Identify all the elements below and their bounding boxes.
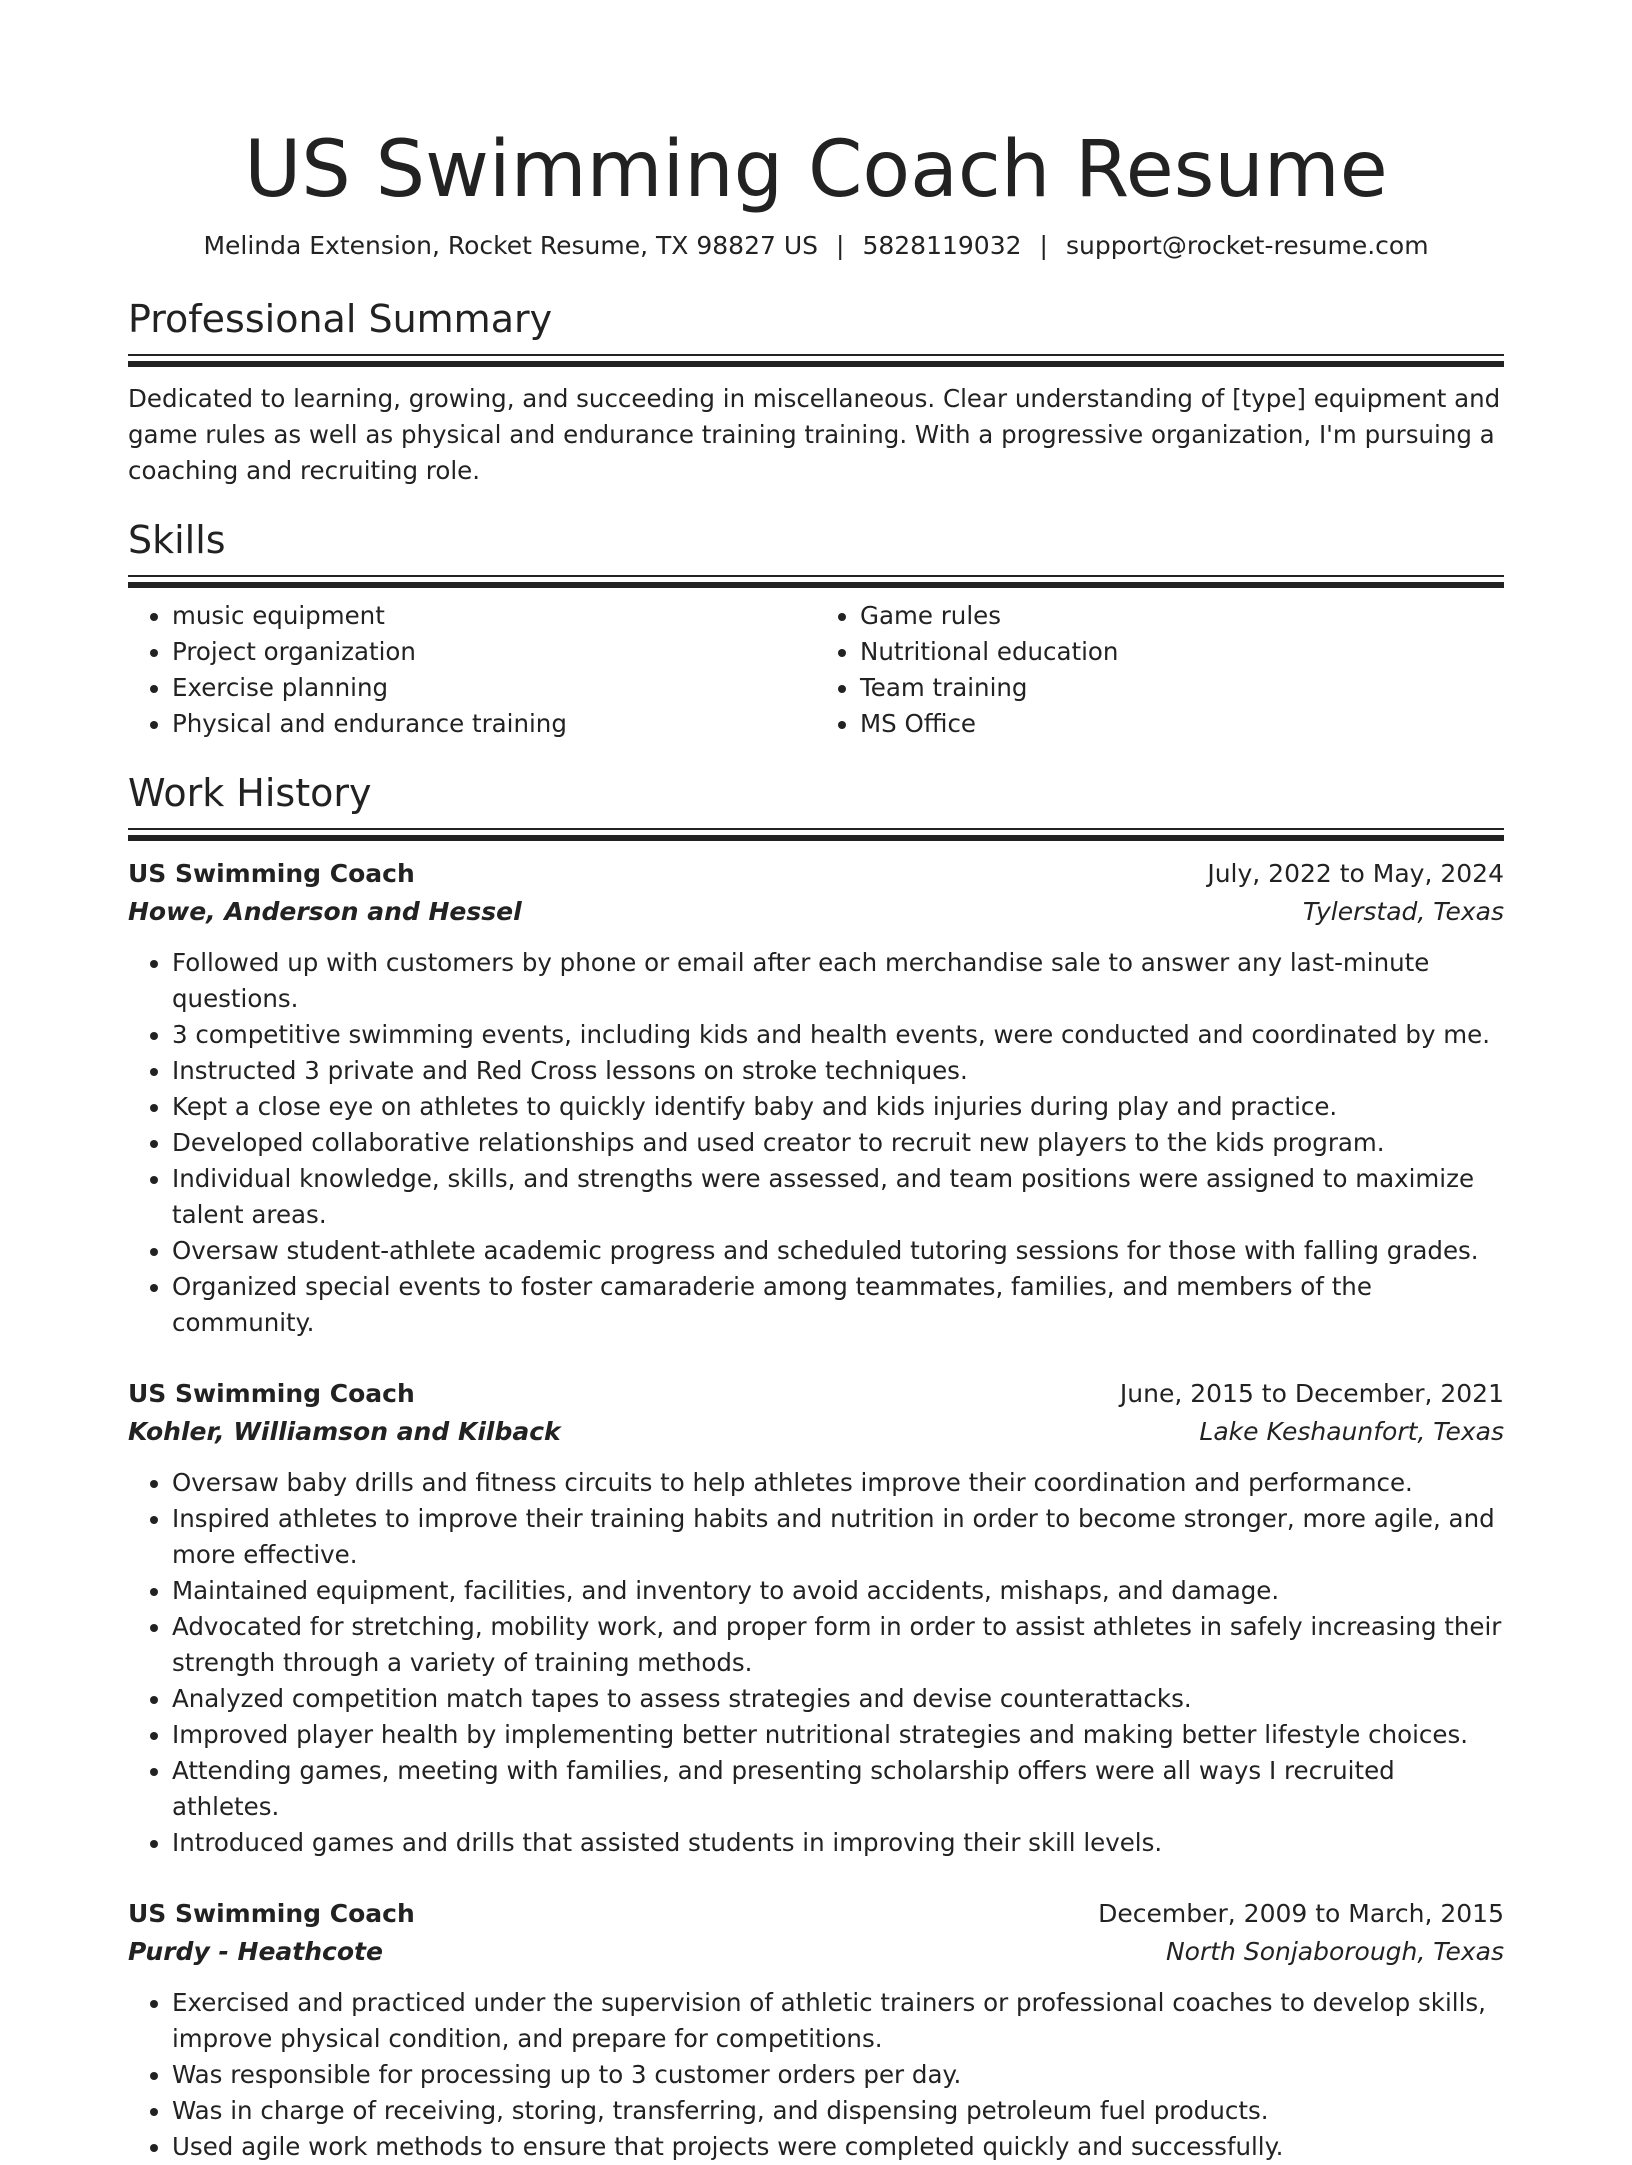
job-bullet: • Attending games, meeting with families, and presenting scholarship offers were all ways I recruited athletes. — [172, 1753, 1504, 1825]
job-bullet: • Was responsible for processing up to 3 customer orders per day. — [172, 2057, 1504, 2093]
contact-line — [128, 230, 1504, 262]
section-divider — [128, 354, 1504, 367]
job-bullet-list — [128, 1465, 1504, 1861]
skills-column-right — [816, 598, 1504, 742]
job-company-row — [128, 1933, 1504, 1971]
job-title: US Swimming Coach — [128, 1899, 415, 1928]
job-dates: June, 2015 to December, 2021 — [1119, 1379, 1504, 1408]
job-bullet: • Oversaw baby drills and fitness circuits to help athletes improve their coordination and performance. — [172, 1465, 1504, 1501]
job-header-row — [128, 855, 1504, 893]
job-bullet: • Analyzed competition match tapes to assess strategies and devise counterattacks. — [172, 1681, 1504, 1717]
job-dates: July, 2022 to May, 2024 — [1207, 859, 1504, 888]
section-divider — [128, 828, 1504, 841]
job-bullet: • Followed up with customers by phone or email after each merchandise sale to answer any last-minute questions. — [172, 945, 1504, 1017]
contact-address: Melinda Extension, Rocket Resume, TX 98827 US — [203, 231, 819, 260]
professional-summary-section — [128, 296, 1504, 489]
job-bullet: • Was in charge of receiving, storing, transferring, and dispensing petroleum fuel products. — [172, 2093, 1504, 2129]
job-bullet: • 3 competitive swimming events, including kids and health events, were conducted and coordinated by me. — [172, 1017, 1504, 1053]
job-bullet: • Instructed 3 private and Red Cross lessons on stroke techniques. — [172, 1053, 1504, 1089]
contact-phone: 5828119032 — [862, 231, 1022, 260]
job-entry — [128, 1375, 1504, 1861]
job-location: Lake Keshaunfort, Texas — [1199, 1417, 1504, 1446]
job-location: Tylerstad, Texas — [1302, 897, 1504, 926]
job-bullet: • Exercised and practiced under the supervision of athletic trainers or professional coaches to develop skills, improve physical condition, and prepare for competitions. — [172, 1985, 1504, 2057]
skill-item: • Nutritional education — [860, 634, 1504, 670]
job-header-row — [128, 1895, 1504, 1933]
contact-separator: | — [836, 231, 845, 260]
job-company-row — [128, 893, 1504, 931]
resume-title: US Swimming Coach Resume — [244, 125, 1388, 215]
job-bullet: • Developed collaborative relationships and used creator to recruit new players to the kids program. — [172, 1125, 1504, 1161]
skills-section — [128, 517, 1504, 742]
skill-item: • Physical and endurance training — [172, 706, 816, 742]
skill-item: • Project organization — [172, 634, 816, 670]
job-company: Howe, Anderson and Hessel — [128, 897, 522, 926]
skill-item: • MS Office — [860, 706, 1504, 742]
contact-email[interactable]: support@rocket-resume.com — [1065, 231, 1429, 260]
job-header-row — [128, 1375, 1504, 1413]
job-title: US Swimming Coach — [128, 859, 415, 888]
job-bullet: • Oversaw student-athlete academic progress and scheduled tutoring sessions for those with falling grades. — [172, 1233, 1504, 1269]
job-bullet: • Used agile work methods to ensure that projects were completed quickly and successfully. — [172, 2129, 1504, 2165]
job-bullet: • Advocated for stretching, mobility work, and proper form in order to assist athletes in safely increasing their strength through a variety of training methods. — [172, 1609, 1504, 1681]
skills-column-left — [128, 598, 816, 742]
job-location: North Sonjaborough, Texas — [1165, 1937, 1504, 1966]
job-bullet: • Inspired athletes to improve their training habits and nutrition in order to become stronger, more agile, and more effective. — [172, 1501, 1504, 1573]
skill-item: • Game rules — [860, 598, 1504, 634]
section-divider — [128, 575, 1504, 588]
section-heading-work-history: Work History — [128, 771, 372, 815]
contact-separator: | — [1039, 231, 1048, 260]
job-title: US Swimming Coach — [128, 1379, 415, 1408]
work-history-section — [128, 770, 1504, 2165]
job-dates: December, 2009 to March, 2015 — [1098, 1899, 1504, 1928]
skill-item: • music equipment — [172, 598, 816, 634]
job-entry — [128, 855, 1504, 1341]
skills-grid — [128, 598, 1504, 742]
job-bullet-list — [128, 945, 1504, 1341]
summary-text: Dedicated to learning, growing, and succeeding in miscellaneous. Clear understanding of [type] equipment and game rules as well as physical and endurance training training. With a progressive organization, I'm pursuing a coaching and recruiting role. — [128, 384, 1501, 485]
skill-item: • Team training — [860, 670, 1504, 706]
job-bullet: • Introduced games and drills that assisted students in improving their skill levels. — [172, 1825, 1504, 1861]
job-bullet: • Improved player health by implementing better nutritional strategies and making better lifestyle choices. — [172, 1717, 1504, 1753]
job-bullet: • Organized special events to foster camaraderie among teammates, families, and members of the community. — [172, 1269, 1504, 1341]
job-company-row — [128, 1413, 1504, 1451]
job-bullet: • Kept a close eye on athletes to quickly identify baby and kids injuries during play and practice. — [172, 1089, 1504, 1125]
job-company: Purdy - Heathcote — [128, 1937, 383, 1966]
section-heading-skills: Skills — [128, 518, 226, 562]
section-heading-summary: Professional Summary — [128, 297, 553, 341]
job-bullet-list — [128, 1985, 1504, 2165]
job-company: Kohler, Williamson and Kilback — [128, 1417, 561, 1446]
job-bullet: • Individual knowledge, skills, and strengths were assessed, and team positions were assigned to maximize talent areas. — [172, 1161, 1504, 1233]
job-bullet: • Maintained equipment, facilities, and inventory to avoid accidents, mishaps, and damage. — [172, 1573, 1504, 1609]
skill-item: • Exercise planning — [172, 670, 816, 706]
job-entry — [128, 1895, 1504, 2165]
